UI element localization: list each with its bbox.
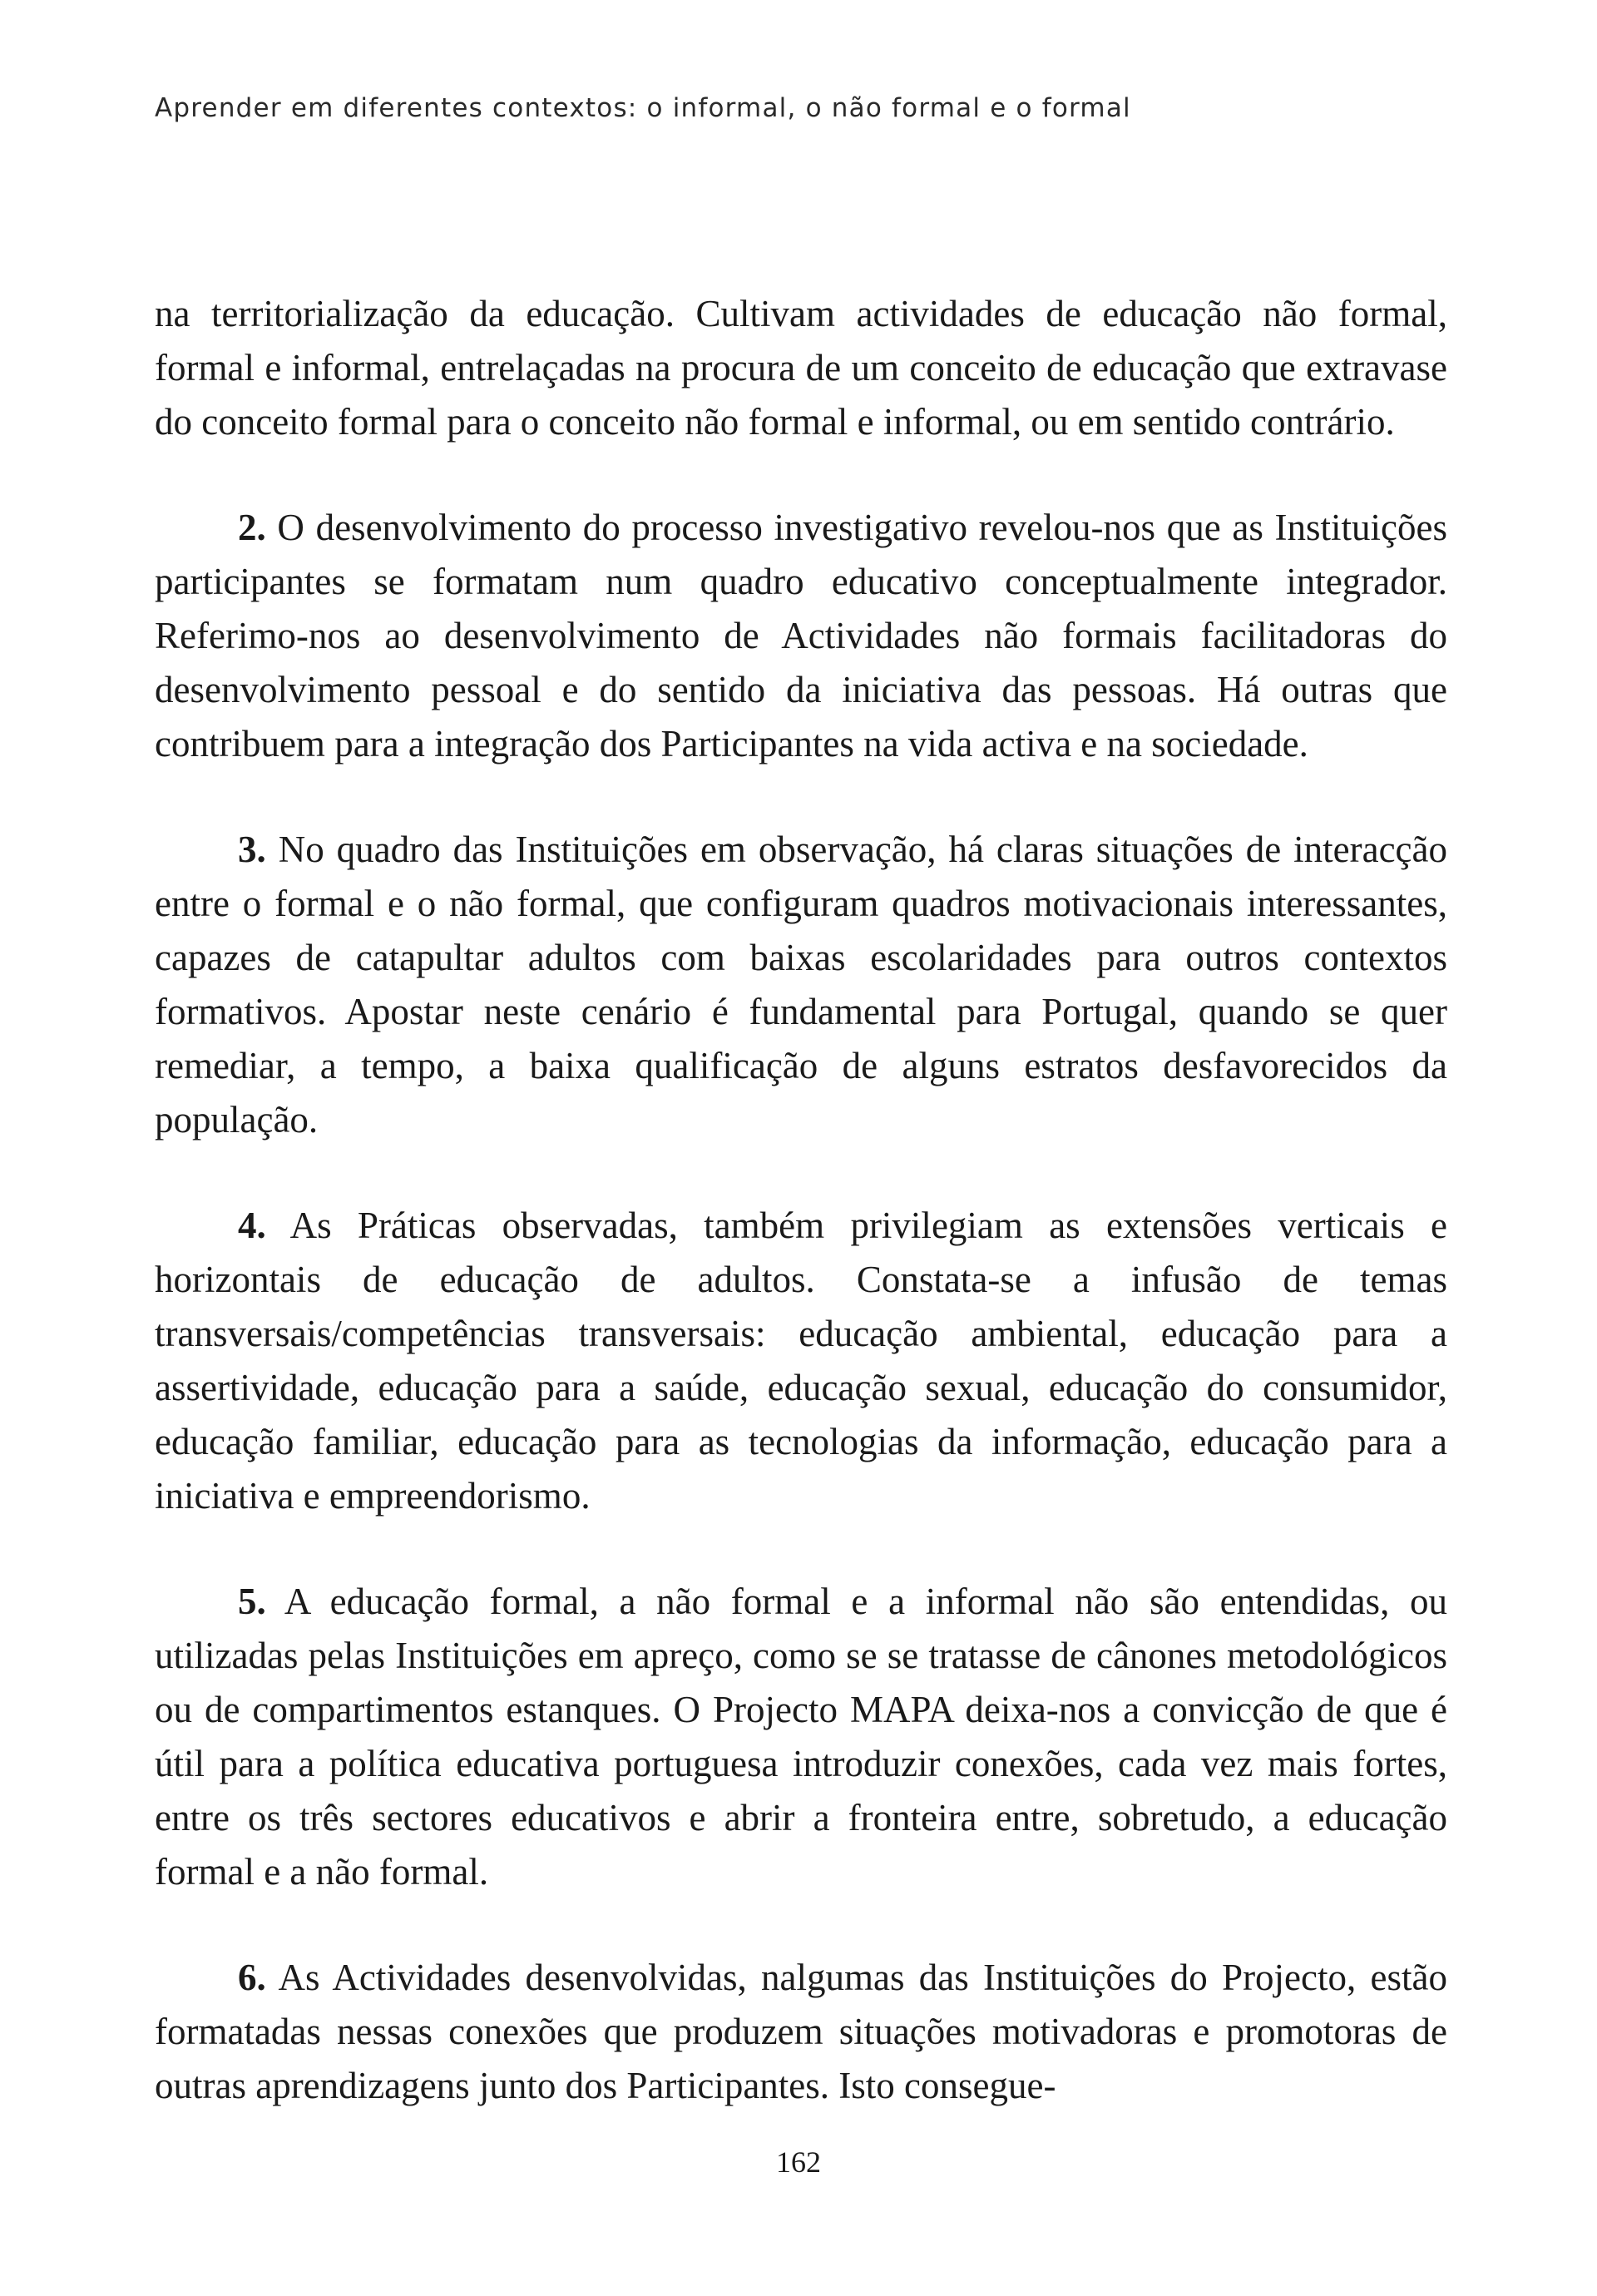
paragraph-item-2 xyxy=(155,501,1447,771)
paragraph-text: As Actividades desenvolvidas, nalgumas das Instituições do Projecto, estão formatadas nessas conexões que produzem situações motivadoras e promotoras de outras aprendizagens junto dos Participantes. Isto consegue- xyxy=(155,1957,1447,2106)
paragraph-continued xyxy=(155,287,1447,449)
body-text xyxy=(155,287,1447,2165)
paragraph-text: na territorialização da educação. Cultivam actividades de educação não formal, formal e informal, entrelaçadas na procura de um conceito de educação que extravase do conceito formal para o conceito não formal e informal, ou em sentido contrário. xyxy=(155,293,1447,443)
paragraph-text: As Práticas observadas, também privilegiam as extensões verticais e horizontais de educação de adultos. Constata-se a infusão de temas transversais/competências transversais: educação ambiental, educação para a assertividade, educação para a saúde, educação sexual, educação do consumidor, educação familiar, educação para as tecnologias da informação, educação para a iniciativa e empreendorismo. xyxy=(155,1205,1447,1517)
item-number: 4. xyxy=(238,1205,266,1246)
paragraph-item-5 xyxy=(155,1575,1447,1899)
paragraph-text: No quadro das Instituições em observação, há claras situações de interacção entre o formal e o não formal, que configuram quadros motivacionais interessantes, capazes de catapultar adultos com baixas escolaridades para outros contextos formativos. Apostar neste cenário é fundamental para Portugal, quando se quer remediar, a tempo, a baixa qualificação de alguns estratos desfavorecidos da população. xyxy=(155,829,1447,1141)
paragraph-text: O desenvolvimento do processo investigativo revelou-nos que as Instituições participantes se formatam num quadro educativo conceptualmente integrador. Referimo-nos ao desenvolvimento de Actividades não formais facilitadoras do desenvolvimento pessoal e do sentido da iniciativa das pessoas. Há outras que contribuem para a integração dos Participantes na vida activa e na sociedade. xyxy=(155,507,1447,765)
item-number: 3. xyxy=(238,829,266,870)
paragraph-item-3 xyxy=(155,823,1447,1147)
item-number: 2. xyxy=(238,507,266,548)
running-head: Aprender em diferentes contextos: o informal, o não formal e o formal xyxy=(155,93,1131,123)
item-number: 6. xyxy=(238,1957,266,1998)
paragraph-item-4 xyxy=(155,1199,1447,1523)
paragraph-text: A educação formal, a não formal e a informal não são entendidas, ou utilizadas pelas Instituições em apreço, como se se tratasse de cânones metodológicos ou de compartimentos estanques. O Projecto MAPA deixa-nos a convicção de que é útil para a política educativa portuguesa introduzir conexões, cada vez mais fortes, entre os três sectores educativos e abrir a fronteira entre, sobretudo, a educação formal e a não formal. xyxy=(155,1581,1447,1893)
item-number: 5. xyxy=(238,1581,266,1622)
paragraph-item-6 xyxy=(155,1951,1447,2113)
page-number: 162 xyxy=(776,2145,821,2179)
